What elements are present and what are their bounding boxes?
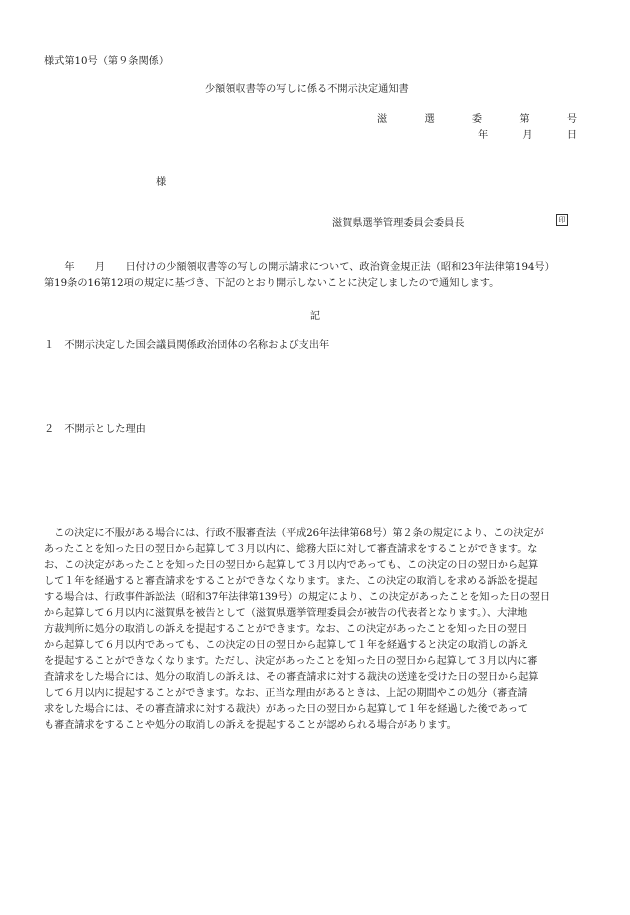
document-title: 少額領収書等の写しに係る不開示決定通知書 <box>205 84 409 95</box>
reference-char: 委 <box>471 114 483 125</box>
addressee-honorific: 様 <box>156 177 167 188</box>
reference-number <box>377 110 577 125</box>
reference-char: 第 <box>519 114 530 125</box>
item-org-name: １ 不開示決定した国会議員関係政治団体の名称および支出年 <box>44 340 330 351</box>
notice-line: 方裁判所に処分の取消しの訴えを提起することができます。なお、この決定があったことを知った日の翌日 <box>44 624 528 635</box>
notice-line: 求をした場合には、その審査請求に対する裁決）があった日の翌日から起算して１年を経過した後であって <box>44 704 528 715</box>
reference-char: 号 <box>566 114 577 125</box>
notice-line: から起算して６月以内に滋賀県を被告として（滋賀県選挙管理委員会が被告の代表者となります。）、大津地 <box>44 608 528 619</box>
form-number: 様式第10号（第９条関係） <box>44 56 170 67</box>
notice-line: この決定に不服がある場合には、行政不服審査法（平成26年法律第68号）第２条の規定により、この決定が <box>44 528 544 539</box>
reference-char: 選 <box>424 114 435 125</box>
reference-char: 滋 <box>377 114 388 125</box>
item-reason: ２ 不開示とした理由 <box>44 424 146 435</box>
date-month-label: 月 <box>522 130 533 141</box>
notice-line: 査請求をした場合には、処分の取消しの訴えは、その審査請求に対する裁決の送達を受けた日の翌日から起算 <box>44 672 539 683</box>
notice-line: あったことを知った日の翌日から起算して３月以内に、総務大臣に対して審査請求をすることができます。な <box>44 544 538 555</box>
notice-line: お、この決定があったことを知った日の翌日から起算して３月以内であっても、この決定の日の翌日から起算 <box>44 560 539 571</box>
notice-line: して１年を経過すると審査請求をすることができなくなります。また、この決定の取消しを求める訴訟を提起 <box>44 576 538 587</box>
issue-date <box>478 126 577 141</box>
notice-line: して６月以内に提起することができます。なお、正当な理由があるときは、上記の期間やこの処分（審査請 <box>44 688 528 699</box>
appeal-notice <box>44 526 596 734</box>
notice-line: を提起することができなくなります。ただし、決定があったことを知った日の翌日から起算して３月以内に審 <box>44 656 538 667</box>
notice-line: も審査請求をすることや処分の取消しの訴えを提起することが認められる場合があります。 <box>44 720 457 731</box>
ki-heading: 記 <box>309 311 321 322</box>
date-day-label: 日 <box>566 130 577 141</box>
issuer-name: 滋賀県選挙管理委員会委員長 <box>332 218 465 229</box>
date-year-label: 年 <box>478 130 489 141</box>
seal-mark: 印 <box>556 214 568 226</box>
intro-line: 第19条の16第12項の規定に基づき、下記のとおり開示しないことに決定しましたので通知します。 <box>44 278 500 289</box>
notice-line: する場合は、行政事件訴訟法（昭和37年法律第139号）の規定により、この決定があったことを知った日の翌日 <box>44 592 550 603</box>
intro-line: 年 月 日付けの少額領収書等の写しの開示請求について、政治資金規正法（昭和23年法律第194号） <box>44 262 555 273</box>
notice-line: から起算して６月以内であっても、この決定の日の翌日から起算して１年を経過すると決定の取消しの訴え <box>44 640 529 651</box>
